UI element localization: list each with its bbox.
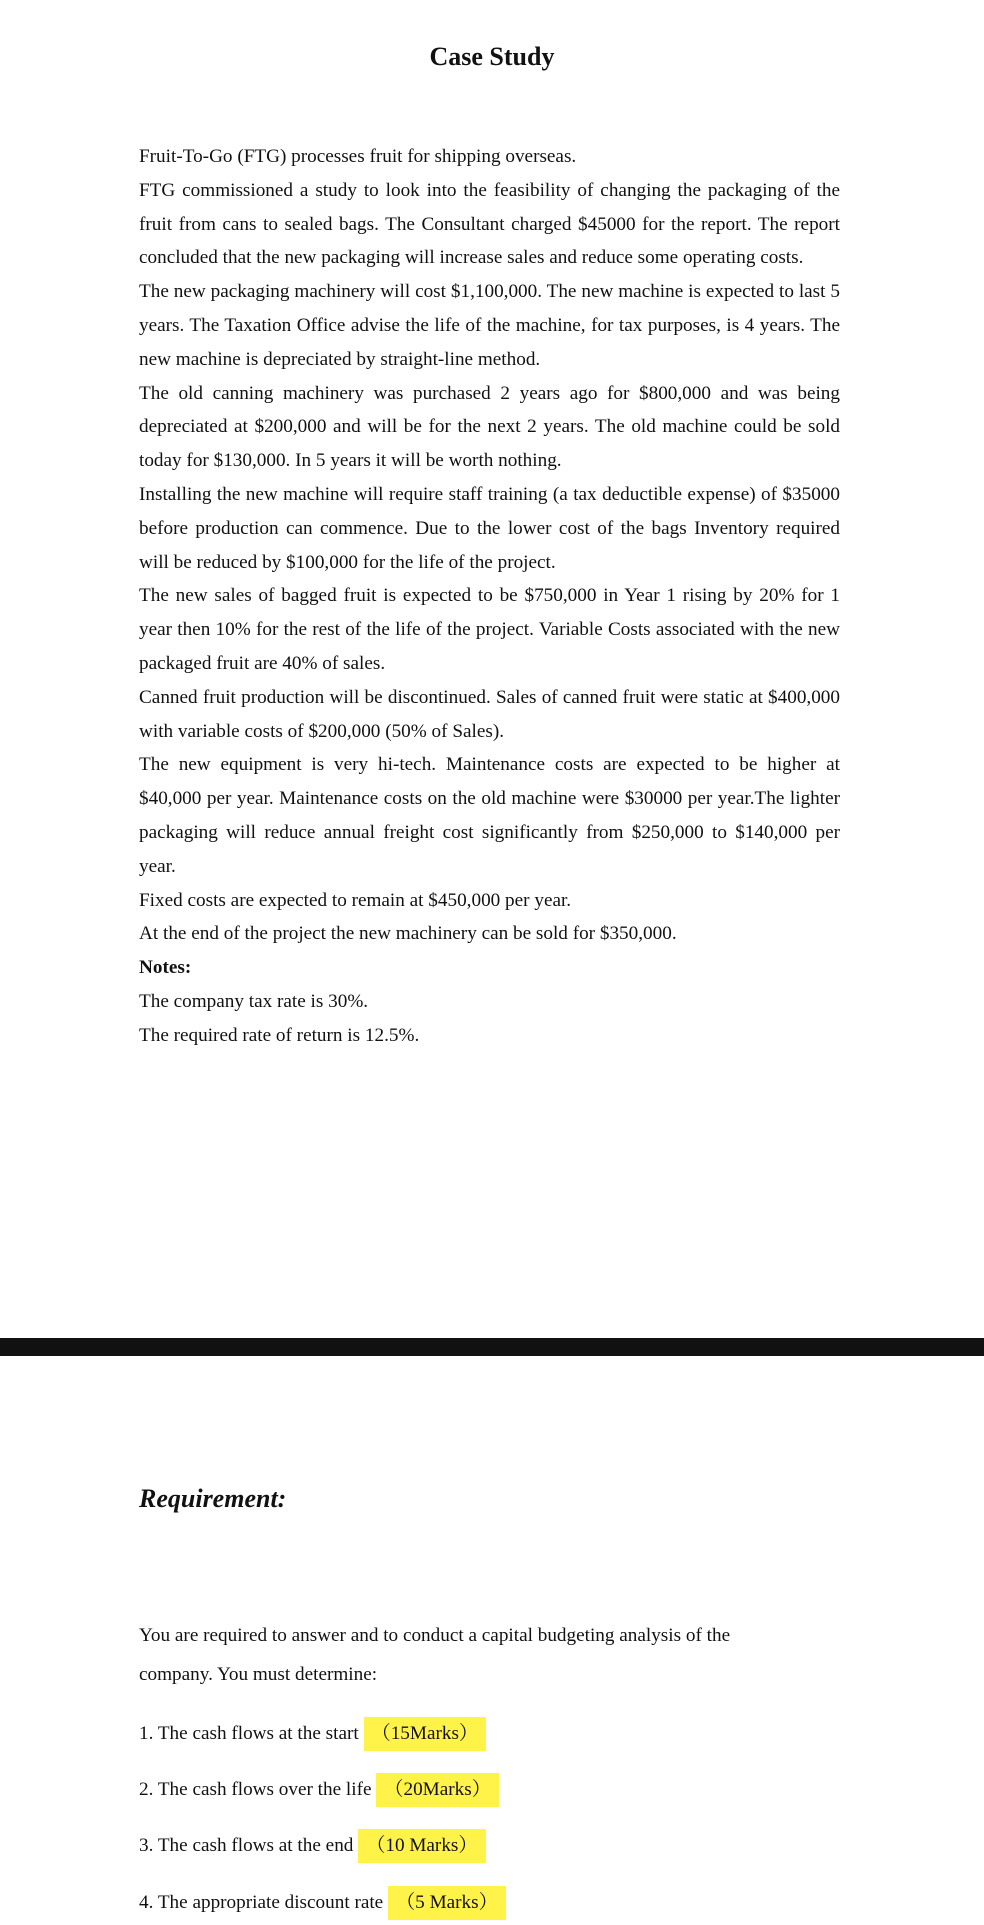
requirement-item [139, 1773, 499, 1807]
case-description [139, 140, 840, 1053]
marks-badge: （10 Marks） [358, 1829, 485, 1863]
marks-badge: （20Marks） [376, 1773, 499, 1807]
case-paragraph: Fruit-To-Go (FTG) processes fruit for shipping overseas. [139, 146, 577, 167]
requirement-heading: Requirement: [139, 1484, 287, 1513]
case-paragraph: The new sales of bagged fruit is expected to be $750,000 in Year 1 rising by 20% for 1 year then 10% for the rest of the life of the project. Variable Costs associated with the new packaged fruit are 40% of sales. [139, 585, 840, 674]
marks-badge: （15Marks） [364, 1717, 487, 1751]
requirement-item-text: 3. The cash flows at the end [139, 1835, 354, 1856]
requirement-item-text: 1. The cash flows at the start [139, 1723, 359, 1744]
note-item: The required rate of return is 12.5%. [139, 1024, 420, 1046]
page-separator [0, 1338, 984, 1356]
requirement-item [139, 1829, 486, 1863]
marks-badge: （5 Marks） [388, 1886, 506, 1920]
case-paragraph: The new equipment is very hi-tech. Maintenance costs are expected to be higher at $40,000 per year. Maintenance costs on the old machine were $30000 per year.The lighter packaging will reduce annual freight cost significantly from $250,000 to $140,000 per year. [139, 754, 840, 877]
case-paragraph: At the end of the project the new machinery can be sold for $350,000. [139, 923, 677, 945]
requirement-item-text: 4. The appropriate discount rate [139, 1892, 384, 1913]
requirement-item [139, 1717, 486, 1751]
page-title: Case Study [429, 42, 555, 71]
requirement-intro: You are required to answer and to conduct a capital budgeting analysis of the company. You must determine: [139, 1625, 731, 1685]
case-paragraph: The new packaging machinery will cost $1,100,000. The new machine is expected to last 5 years. The Taxation Office advise the life of the machine, for tax purposes, is 4 years. The new machine is depreciated by straight-line method. [139, 281, 840, 370]
notes-heading: Notes: [139, 957, 192, 979]
requirement-item-text: 2. The cash flows over the life [139, 1779, 372, 1800]
case-paragraph: Fixed costs are expected to remain at $450,000 per year. [139, 889, 572, 911]
case-paragraph: The old canning machinery was purchased 2 years ago for $800,000 and was being depreciated at $200,000 and will be for the next 2 years. The old machine could be sold today for $130,000. In 5 years it will be worth nothing. [139, 382, 840, 472]
case-paragraph: Installing the new machine will require staff training (a tax deductible expense) of $35000 before production can commence. Due to the lower cost of the bags Inventory required will be reduced by $100,000 for the life of the project. [139, 483, 840, 573]
requirement-item [139, 1886, 506, 1920]
case-paragraph: Canned fruit production will be discontinued. Sales of canned fruit were static at $400,000 with variable costs of $200,000 (50% of Sales). [139, 686, 840, 742]
note-item: The company tax rate is 30%. [139, 990, 369, 1012]
case-paragraph: FTG commissioned a study to look into the feasibility of changing the packaging of the fruit from cans to sealed bags. The Consultant charged $45000 for the report. The report concluded that the new packaging will increase sales and reduce some operating costs. [139, 179, 840, 269]
